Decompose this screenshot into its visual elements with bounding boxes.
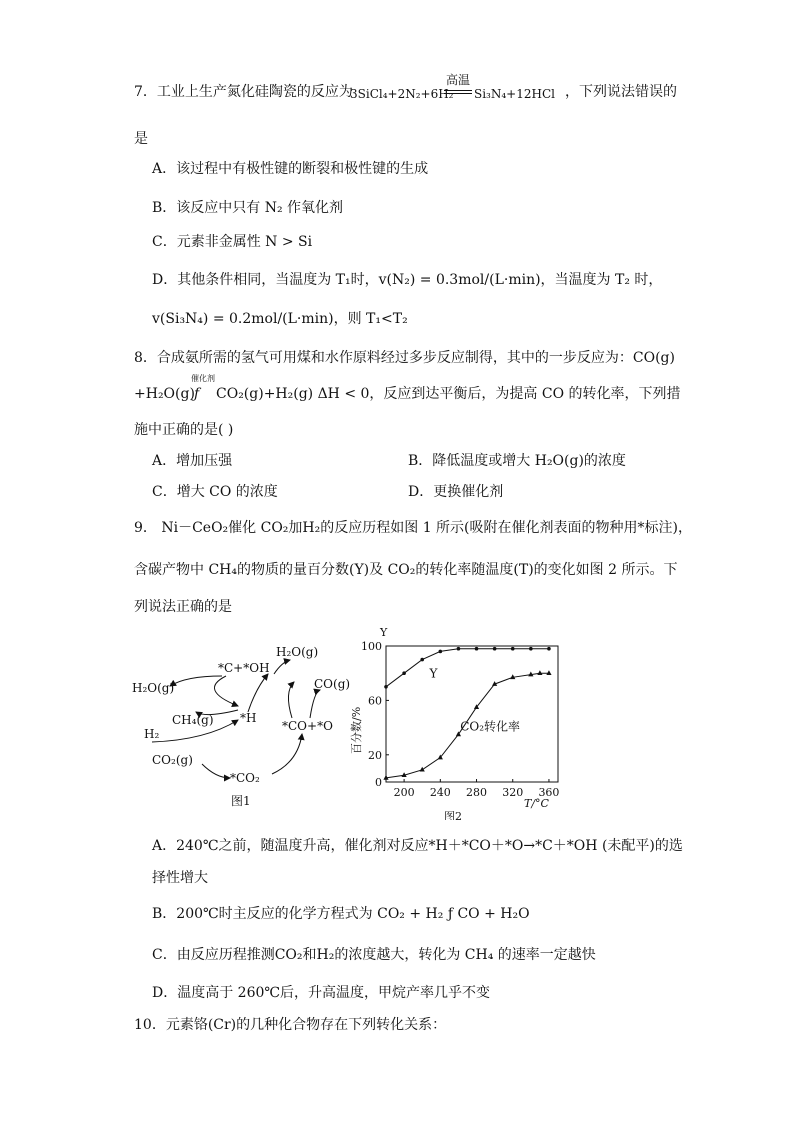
q9-stem-line3: 列说法正确的是 bbox=[134, 599, 232, 615]
q8-stem-line2b: CO₂(g)+H₂(g) ΔH < 0，反应到达平衡后，为提高 CO 的转化率，下列措 bbox=[216, 386, 681, 402]
node-h2o-left: H₂O(g) bbox=[132, 681, 175, 695]
series-line-y bbox=[386, 649, 549, 687]
arrow-co2-to-co bbox=[272, 734, 302, 774]
q7-eq-right: Si₃N₄+12HCl bbox=[474, 87, 555, 101]
series-point-y bbox=[457, 647, 461, 651]
x-tick-label: 240 bbox=[429, 786, 451, 799]
q7-option-d-line1: D．其他条件相同，当温度为 T₁时，v(N₂) = 0.3mol/(L·min)，当温度为 T₂ 时， bbox=[152, 272, 663, 288]
q7-option-a: A．该过程中有极性键的断裂和极性键的生成 bbox=[152, 161, 429, 177]
arrow-co-to-oh bbox=[288, 682, 294, 718]
q7-eq-sign-top bbox=[444, 90, 472, 91]
chart-y-top-label: Y bbox=[380, 626, 388, 639]
q9-stem-line1: 9． Ni－CeO₂催化 CO₂加H₂的反应历程如图 1 所示(吸附在催化剂表面的物种用*标注)， bbox=[134, 520, 692, 536]
chart-x-axis-label: T/°C bbox=[524, 797, 549, 810]
q9-option-b: B．200℃时主反应的化学方程式为 CO₂ + H₂ ƒ CO + H₂O bbox=[152, 906, 530, 922]
series-label-y: Y bbox=[429, 666, 438, 681]
series-point-co2-conversion bbox=[546, 670, 551, 675]
figure1-mechanism bbox=[126, 632, 350, 812]
q7-eq-sign-bottom bbox=[444, 93, 472, 94]
series-point-y bbox=[402, 671, 406, 675]
q8-stem-line2a: +H₂O(g) bbox=[134, 386, 195, 402]
q7-number: 7． bbox=[134, 84, 157, 100]
y-tick-label: 0 bbox=[375, 776, 382, 789]
y-tick-label: 20 bbox=[368, 748, 382, 762]
arrow-to-co-g bbox=[310, 690, 320, 718]
node-co-g: CO(g) bbox=[314, 677, 350, 691]
series-point-y bbox=[475, 647, 479, 651]
arrow-h-to-oh bbox=[248, 674, 268, 712]
series-point-y bbox=[493, 647, 497, 651]
q9-option-c: C．由反应历程推测CO₂和H₂的浓度越大，转化为 CH₄ 的速率一定越快 bbox=[152, 947, 596, 963]
figure2-caption: 图2 bbox=[444, 810, 462, 820]
series-point-y bbox=[547, 647, 551, 651]
q9-option-d: D．温度高于 260℃后，升高温度，甲烷产率几乎不变 bbox=[152, 985, 491, 1001]
q7-eq-left: 3SiCl₄+2N₂+6H₂ bbox=[350, 87, 454, 101]
q7-stem-line1 bbox=[134, 82, 353, 102]
figure1-caption: 图1 bbox=[231, 794, 251, 808]
x-tick-label: 280 bbox=[466, 786, 488, 799]
series-label-co2-conversion: CO₂转化率 bbox=[460, 719, 521, 734]
node-co2-star: *CO₂ bbox=[230, 771, 260, 785]
q7-stem-b: ，下列说法错误的 bbox=[565, 84, 677, 100]
q7-eq-condition: 高温 bbox=[446, 73, 471, 87]
q8-equilibrium-arrow: ƒ bbox=[194, 386, 200, 402]
q8-stem-line1: 8．合成氨所需的氢气可用煤和水作原料经过多步反应制得，其中的一步反应为：CO(g) bbox=[134, 350, 675, 366]
q8-option-a: A．增加压强 bbox=[152, 453, 233, 469]
q9-stem-line2: 含碳产物中 CH₄的物质的量百分数(Y)及 CO₂的转化率随温度(T)的变化如图 2 所示。下 bbox=[134, 562, 678, 578]
node-h2o-top: H₂O(g) bbox=[276, 645, 319, 659]
q8-option-b: B．降低温度或增大 H₂O(g)的浓度 bbox=[408, 453, 626, 469]
y-tick-label: 100 bbox=[361, 640, 382, 653]
arrow-c-to-h bbox=[214, 676, 238, 706]
arrow-to-h2o-left bbox=[170, 676, 222, 686]
series-point-y bbox=[439, 650, 443, 654]
q9-option-a-line2: 择性增大 bbox=[152, 870, 208, 886]
x-tick-label: 320 bbox=[502, 786, 524, 799]
node-co-o: *CO+*O bbox=[282, 719, 333, 733]
q8-option-c: C．增大 CO 的浓度 bbox=[152, 484, 278, 500]
q7-option-d-line2: v(Si₃N₄) = 0.2mol/(L·min)，则 T₁<T₂ bbox=[152, 311, 408, 327]
figure2-chart bbox=[346, 624, 566, 820]
q8-stem-line3: 施中正确的是( ) bbox=[134, 422, 234, 438]
q7-option-b: B．该反应中只有 N₂ 作氧化剂 bbox=[152, 200, 344, 216]
q8-catalyst-label: 催化剂 bbox=[191, 374, 215, 383]
series-point-y bbox=[529, 647, 533, 651]
node-ch4: CH₄(g) bbox=[172, 713, 214, 727]
x-tick-label: 200 bbox=[393, 786, 415, 799]
q10-stem-line1: 10．元素铬(Cr)的几种化合物存在下列转化关系： bbox=[134, 1017, 447, 1033]
y-tick-label: 60 bbox=[368, 694, 382, 708]
q8-option-d: D．更换催化剂 bbox=[408, 484, 504, 500]
node-h-star: *H bbox=[240, 711, 257, 725]
node-h2: H₂ bbox=[144, 727, 160, 741]
node-c-oh: *C+*OH bbox=[218, 661, 270, 675]
q7-stem-c: 是 bbox=[134, 131, 148, 147]
node-co2-g: CO₂(g) bbox=[152, 753, 193, 767]
series-point-y bbox=[511, 647, 515, 651]
q7-option-c: C．元素非金属性 N > Si bbox=[152, 234, 313, 250]
arrow-co2-adsorb bbox=[202, 764, 230, 778]
series-point-co2-conversion bbox=[537, 670, 542, 675]
series-point-y bbox=[384, 685, 388, 689]
arrow-to-h2o-top bbox=[274, 660, 290, 674]
x-tick-label: 360 bbox=[538, 786, 560, 799]
chart-y-axis-label: 百分数/% bbox=[350, 706, 363, 754]
q7-stem-a: 工业上生产氮化硅陶瓷的反应为 bbox=[156, 84, 353, 100]
q9-option-a-line1: A．240℃之前，随温度升高，催化剂对反应*H＋*CO＋*O→*C＋*OH (未配平)的选 bbox=[152, 838, 683, 854]
series-point-y bbox=[420, 658, 424, 662]
